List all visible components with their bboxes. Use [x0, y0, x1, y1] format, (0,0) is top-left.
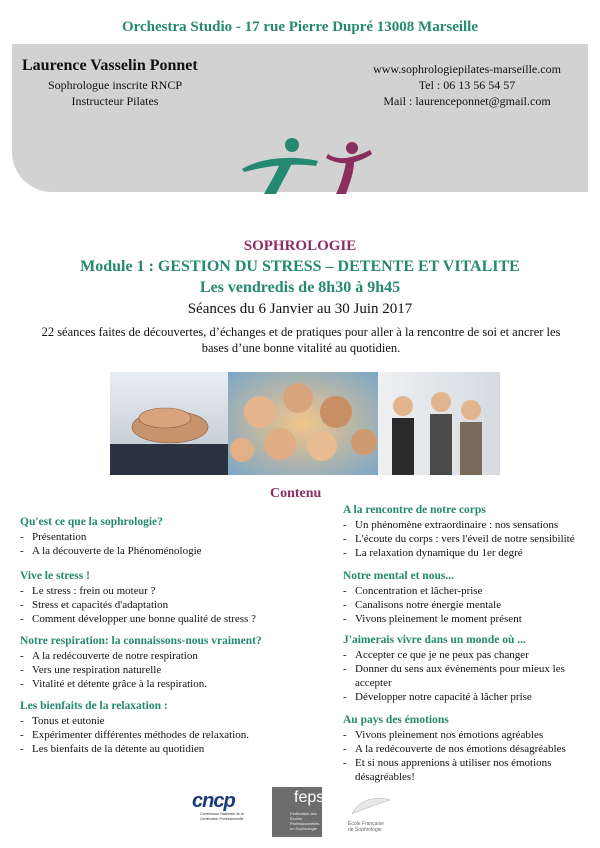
cncp-logo-text: cncp: [192, 790, 235, 812]
list-item: - Vitalité et détente grâce à la respiration.: [20, 677, 320, 691]
section-stress: [20, 570, 320, 626]
list-item: - A la découverte de la Phénoménologie: [20, 544, 320, 558]
section-list: [343, 648, 581, 704]
list-item: - Canalisons notre énergie mentale: [343, 598, 581, 612]
section-list: [20, 649, 320, 691]
website-link[interactable]: www.sophrologiepilates-marseille.com: [373, 62, 561, 76]
list-item: - Développer notre capacité à lâcher prise: [343, 690, 581, 704]
subject-title: SOPHROLOGIE: [243, 238, 357, 254]
intro-paragraph: 22 séances faites de découvertes, d’échanges et de pratiques pour aller à la rencontre de soi et ancrer les bases d’une bonne vitalité au quotidien.: [41, 325, 561, 355]
section-heading: Vive le stress !: [20, 570, 90, 582]
section-mental: [343, 570, 581, 626]
role-sophrologue: Sophrologue inscrite RNCP: [48, 78, 182, 92]
list-item: - Concentration et lâcher-prise: [343, 584, 581, 598]
session-hours: Les vendredis de 8h30 à 9h45: [199, 279, 401, 296]
section-list: [343, 518, 581, 560]
list-item: - Donner du sens aux évènements pour mieux les accepter: [343, 662, 581, 690]
section-heading: Les bienfaits de la relaxation :: [20, 700, 168, 712]
list-item: - Un phénomène extraordinaire : nos sensations: [343, 518, 581, 532]
email-contact[interactable]: Mail : laurenceponnet@gmail.com: [383, 94, 551, 108]
list-item: - La relaxation dynamique du 1er degré: [343, 546, 581, 560]
list-item: - Expérimenter différentes méthodes de relaxation.: [20, 728, 320, 742]
list-item: - Comment développer une bonne qualité de stress ?: [20, 612, 320, 626]
list-item: - Accepter ce que je ne peux pas changer: [343, 648, 581, 662]
section-emotions: [343, 714, 581, 784]
feps-logo-subtext: Fédération des Écoles Professionnelles en Sophrologie: [290, 811, 320, 831]
module-title: Module 1 : GESTION DU STRESS – DETENTE ET VITALITE: [80, 258, 520, 275]
session-dates: Séances du 6 Janvier au 30 Juin 2017: [187, 301, 413, 317]
section-monde: [343, 634, 581, 704]
group-photos-banner: [110, 372, 500, 475]
list-item: - A la redécouverte de notre respiration: [20, 649, 320, 663]
section-list: [343, 728, 581, 784]
list-item: - Vivons pleinement nos émotions agréables: [343, 728, 581, 742]
list-item: - Présentation: [20, 530, 320, 544]
section-heading: Notre respiration: la connaissons-nous vraiment?: [20, 635, 262, 647]
section-relaxation: [20, 700, 320, 756]
list-item: - Et si nous apprenions à utiliser nos émotions désagréables!: [343, 756, 581, 784]
section-heading: Qu'est ce que la sophrologie?: [20, 516, 163, 528]
section-heading: Au pays des émotions: [343, 714, 449, 726]
section-heading: A la rencontre de notre corps: [343, 504, 486, 516]
list-item: - Stress et capacités d'adaptation: [20, 598, 320, 612]
cncp-logo: [192, 790, 248, 836]
list-item: - A la redécouverte de nos émotions désagréables: [343, 742, 581, 756]
section-heading: Notre mental et nous...: [343, 570, 454, 582]
efs-logo-text: École Française de Sophrologie: [348, 821, 384, 833]
section-list: [20, 714, 320, 756]
section-list: [20, 584, 320, 626]
section-corps: [343, 504, 581, 560]
efs-leaf-icon: [348, 796, 394, 816]
list-item: - Vivons pleinement le moment présent: [343, 612, 581, 626]
studio-address: Orchestra Studio - 17 rue Pierre Dupré 13008 Marseille: [121, 19, 479, 35]
efs-logo: [348, 796, 394, 840]
section-sophrologie: [20, 516, 320, 558]
contenu-title: Contenu: [270, 486, 322, 501]
feps-logo-text: feps: [294, 789, 325, 806]
section-list: [343, 584, 581, 626]
feps-logo: [272, 787, 325, 837]
cncp-logo-subtext: Commission Nationale de la Certification Professionnelle: [200, 812, 244, 821]
list-item: - L'écoute du corps : vers l'éveil de notre sensibilité: [343, 532, 581, 546]
list-item: - Le stress : frein ou moteur ?: [20, 584, 320, 598]
role-pilates: Instructeur Pilates: [71, 94, 159, 108]
figures-logo-icon: [236, 134, 376, 196]
list-item: - Vers une respiration naturelle: [20, 663, 320, 677]
phone-number: Tel : 06 13 56 54 57: [418, 78, 516, 92]
practitioner-name: Laurence Vasselin Ponnet: [22, 57, 198, 74]
section-heading: J'aimerais vivre dans un monde où ...: [343, 634, 526, 646]
list-item: - Les bienfaits de la détente au quotidien: [20, 742, 320, 756]
section-list: [20, 530, 320, 558]
list-item: - Tonus et eutonie: [20, 714, 320, 728]
section-respiration: [20, 635, 320, 691]
